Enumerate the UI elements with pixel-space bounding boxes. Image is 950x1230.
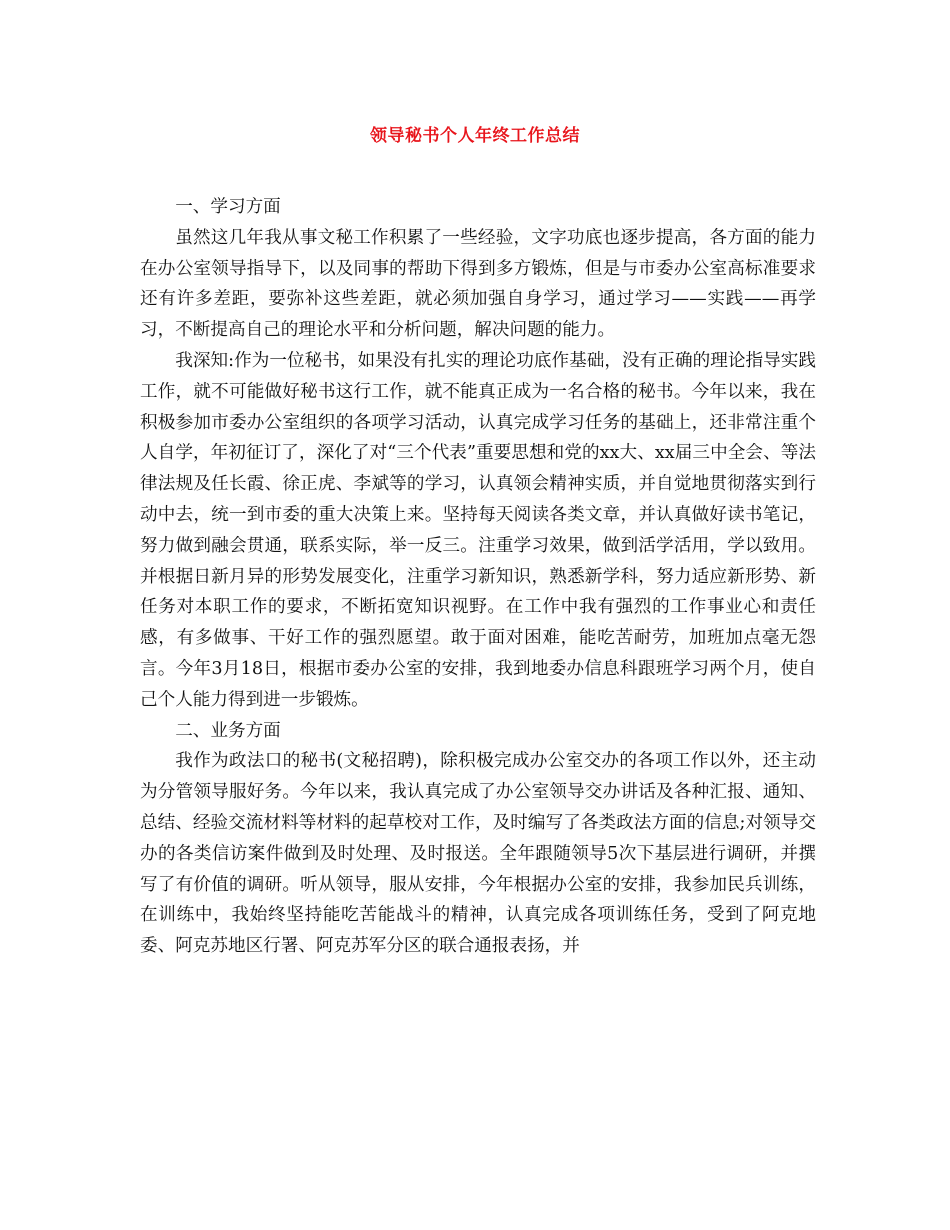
paragraph: 虽然这几年我从事文秘工作积累了一些经验，文字功底也逐步提高，各方面的能力在办公室领导指导下，以及同事的帮助下得到多方锻炼，但是与市委办公室高标准要求还有许多差距，要弥补这些差距，就必须加强自身学习，通过学习——实践——再学习，不断提高自己的理论水平和分析问题，解决问题的能力。 xyxy=(140,227,816,341)
paragraph: 我作为政法口的秘书(文秘招聘)，除积极完成办公室交办的各项工作以外，还主动为分管领导服好务。今年以来，我认真完成了办公室领导交办讲话及各种汇报、通知、总结、经验交流材料等材料的起草校对工作，及时编写了各类政法方面的信息;对领导交办的各类信访案件做到及时处理、及时报送。全年跟随领导5次下基层进行调研，并撰写了有价值的调研。听从领导，服从安排，今年根据办公室的安排，我参加民兵训练，在训练中，我始终坚持能吃苦能战斗的精神，认真完成各项训练任务，受到了阿克地委、阿克苏地区行署、阿克苏军分区的联合通报表扬，并 xyxy=(140,751,816,957)
document-title: 领导秘书个人年终工作总结 xyxy=(370,126,580,146)
section-heading-study: 一、学习方面 xyxy=(175,197,281,217)
document-body xyxy=(140,192,816,962)
section-heading-business: 二、业务方面 xyxy=(175,720,281,741)
paragraph: 我深知:作为一位秘书，如果没有扎实的理论功底作基础，没有正确的理论指导实践工作，就不可能做好秘书这行工作，就不能真正成为一名合格的秘书。今年以来，我在积极参加市委办公室组织的各项学习活动，认真完成学习任务的基础上，还非常注重个人自学，年初征订了，深化了对“三个代表”重要思想和党的xx大、xx届三中全会、等法律法规及任长霞、徐正虎、李斌等的学习，认真领会精神实质，并自觉地贯彻落实到行动中去，统一到市委的重大决策上来。坚持每天阅读各类文章，并认真做好读书笔记，努力做到融会贯通，联系实际，举一反三。注重学习效果，做到活学活用，学以致用。并根据日新月异的形势发展变化，注重学习新知识，熟悉新学科，努力适应新形势、新任务对本职工作的要求，不断拓宽知识视野。在工作中我有强烈的工作事业心和责任感，有多做事、干好工作的强烈愿望。敢于面对困难，能吃苦耐劳，加班加点毫无怨言。今年3月18日，根据市委办公室的安排，我到地委办信息科跟班学习两个月，使自己个人能力得到进一步锻炼。 xyxy=(140,350,816,710)
